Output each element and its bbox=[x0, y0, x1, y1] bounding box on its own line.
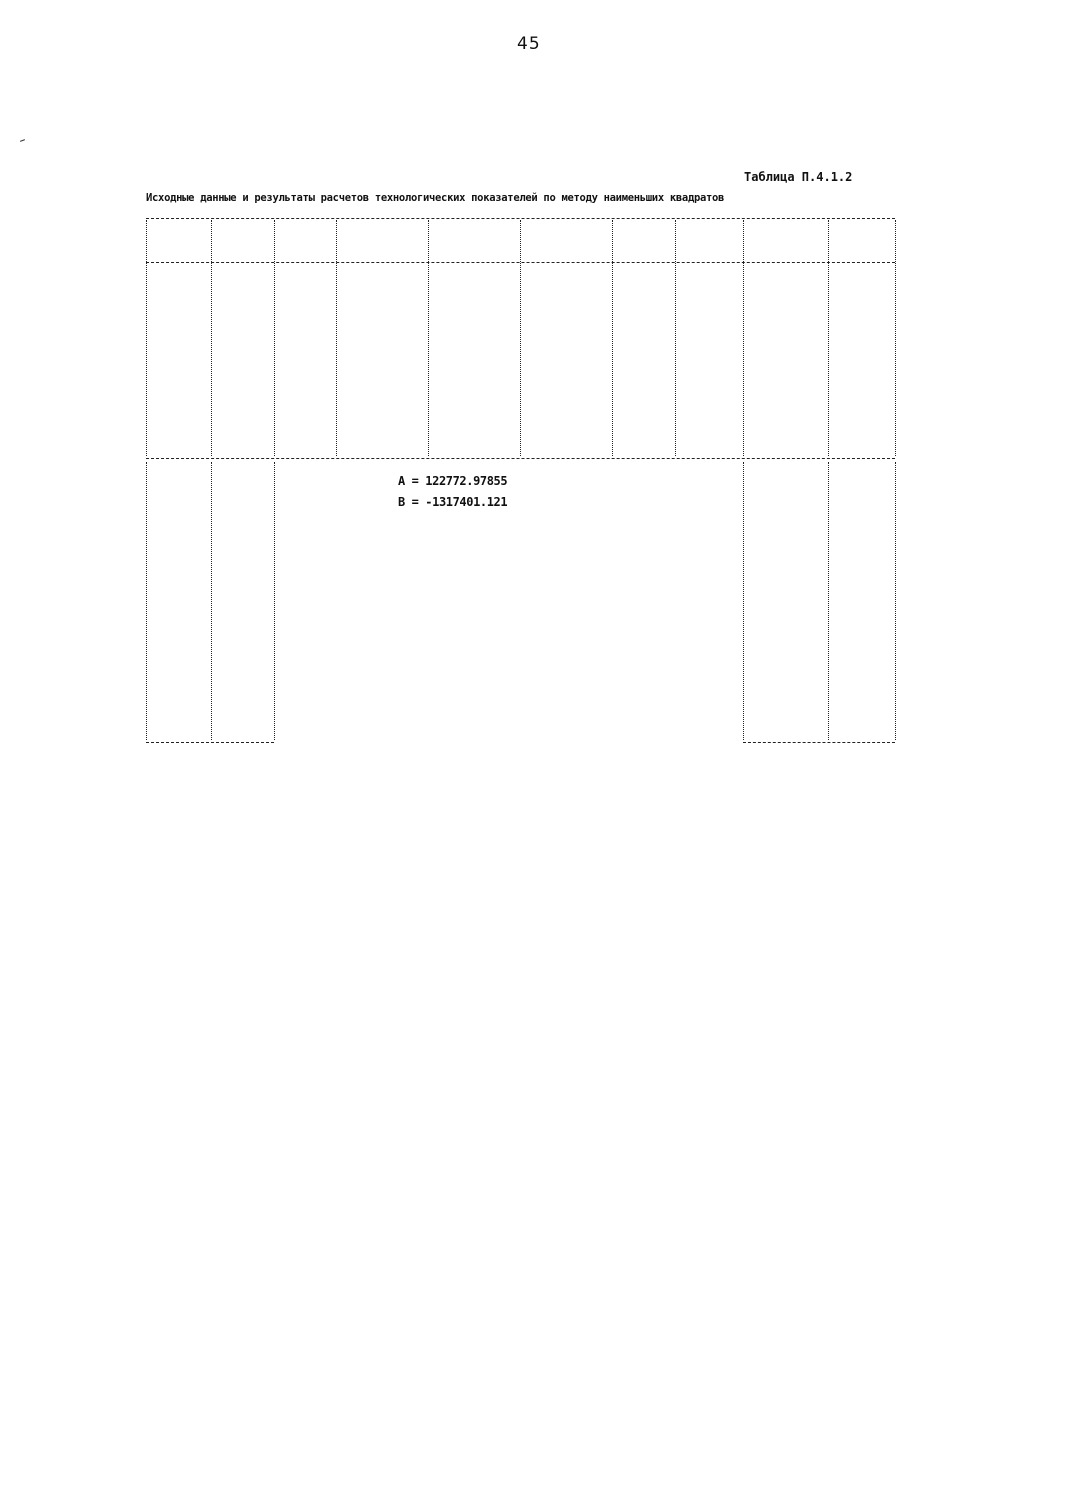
section-separator bbox=[146, 458, 895, 459]
table-border-bottom-left bbox=[146, 742, 274, 743]
coefficient-line: A = 122772.97855 bbox=[398, 474, 508, 488]
column-divider bbox=[274, 220, 275, 456]
table-border-top bbox=[146, 218, 895, 219]
column-divider bbox=[274, 462, 275, 740]
column-divider bbox=[211, 220, 212, 456]
page-number: 45 bbox=[517, 34, 541, 54]
coefficient-line: B = -1317401.121 bbox=[398, 495, 508, 509]
table-caption: Таблица П.4.1.2 bbox=[744, 170, 853, 184]
column-divider bbox=[336, 220, 337, 456]
column-divider bbox=[828, 462, 829, 740]
column-divider bbox=[828, 220, 829, 456]
column-divider bbox=[612, 220, 613, 456]
column-divider bbox=[146, 220, 147, 456]
column-divider bbox=[211, 462, 212, 740]
table-border-bottom-right bbox=[743, 742, 895, 743]
column-divider bbox=[743, 462, 744, 740]
column-divider bbox=[146, 462, 147, 740]
column-divider bbox=[520, 220, 521, 456]
column-divider bbox=[895, 220, 896, 456]
table-title: Исходные данные и результаты расчетов технологических показателей по методу наименьших квадратов bbox=[146, 192, 725, 204]
scan-mark bbox=[20, 139, 25, 142]
column-divider bbox=[675, 220, 676, 456]
column-divider bbox=[743, 220, 744, 456]
column-divider bbox=[895, 462, 896, 740]
column-divider bbox=[428, 220, 429, 456]
